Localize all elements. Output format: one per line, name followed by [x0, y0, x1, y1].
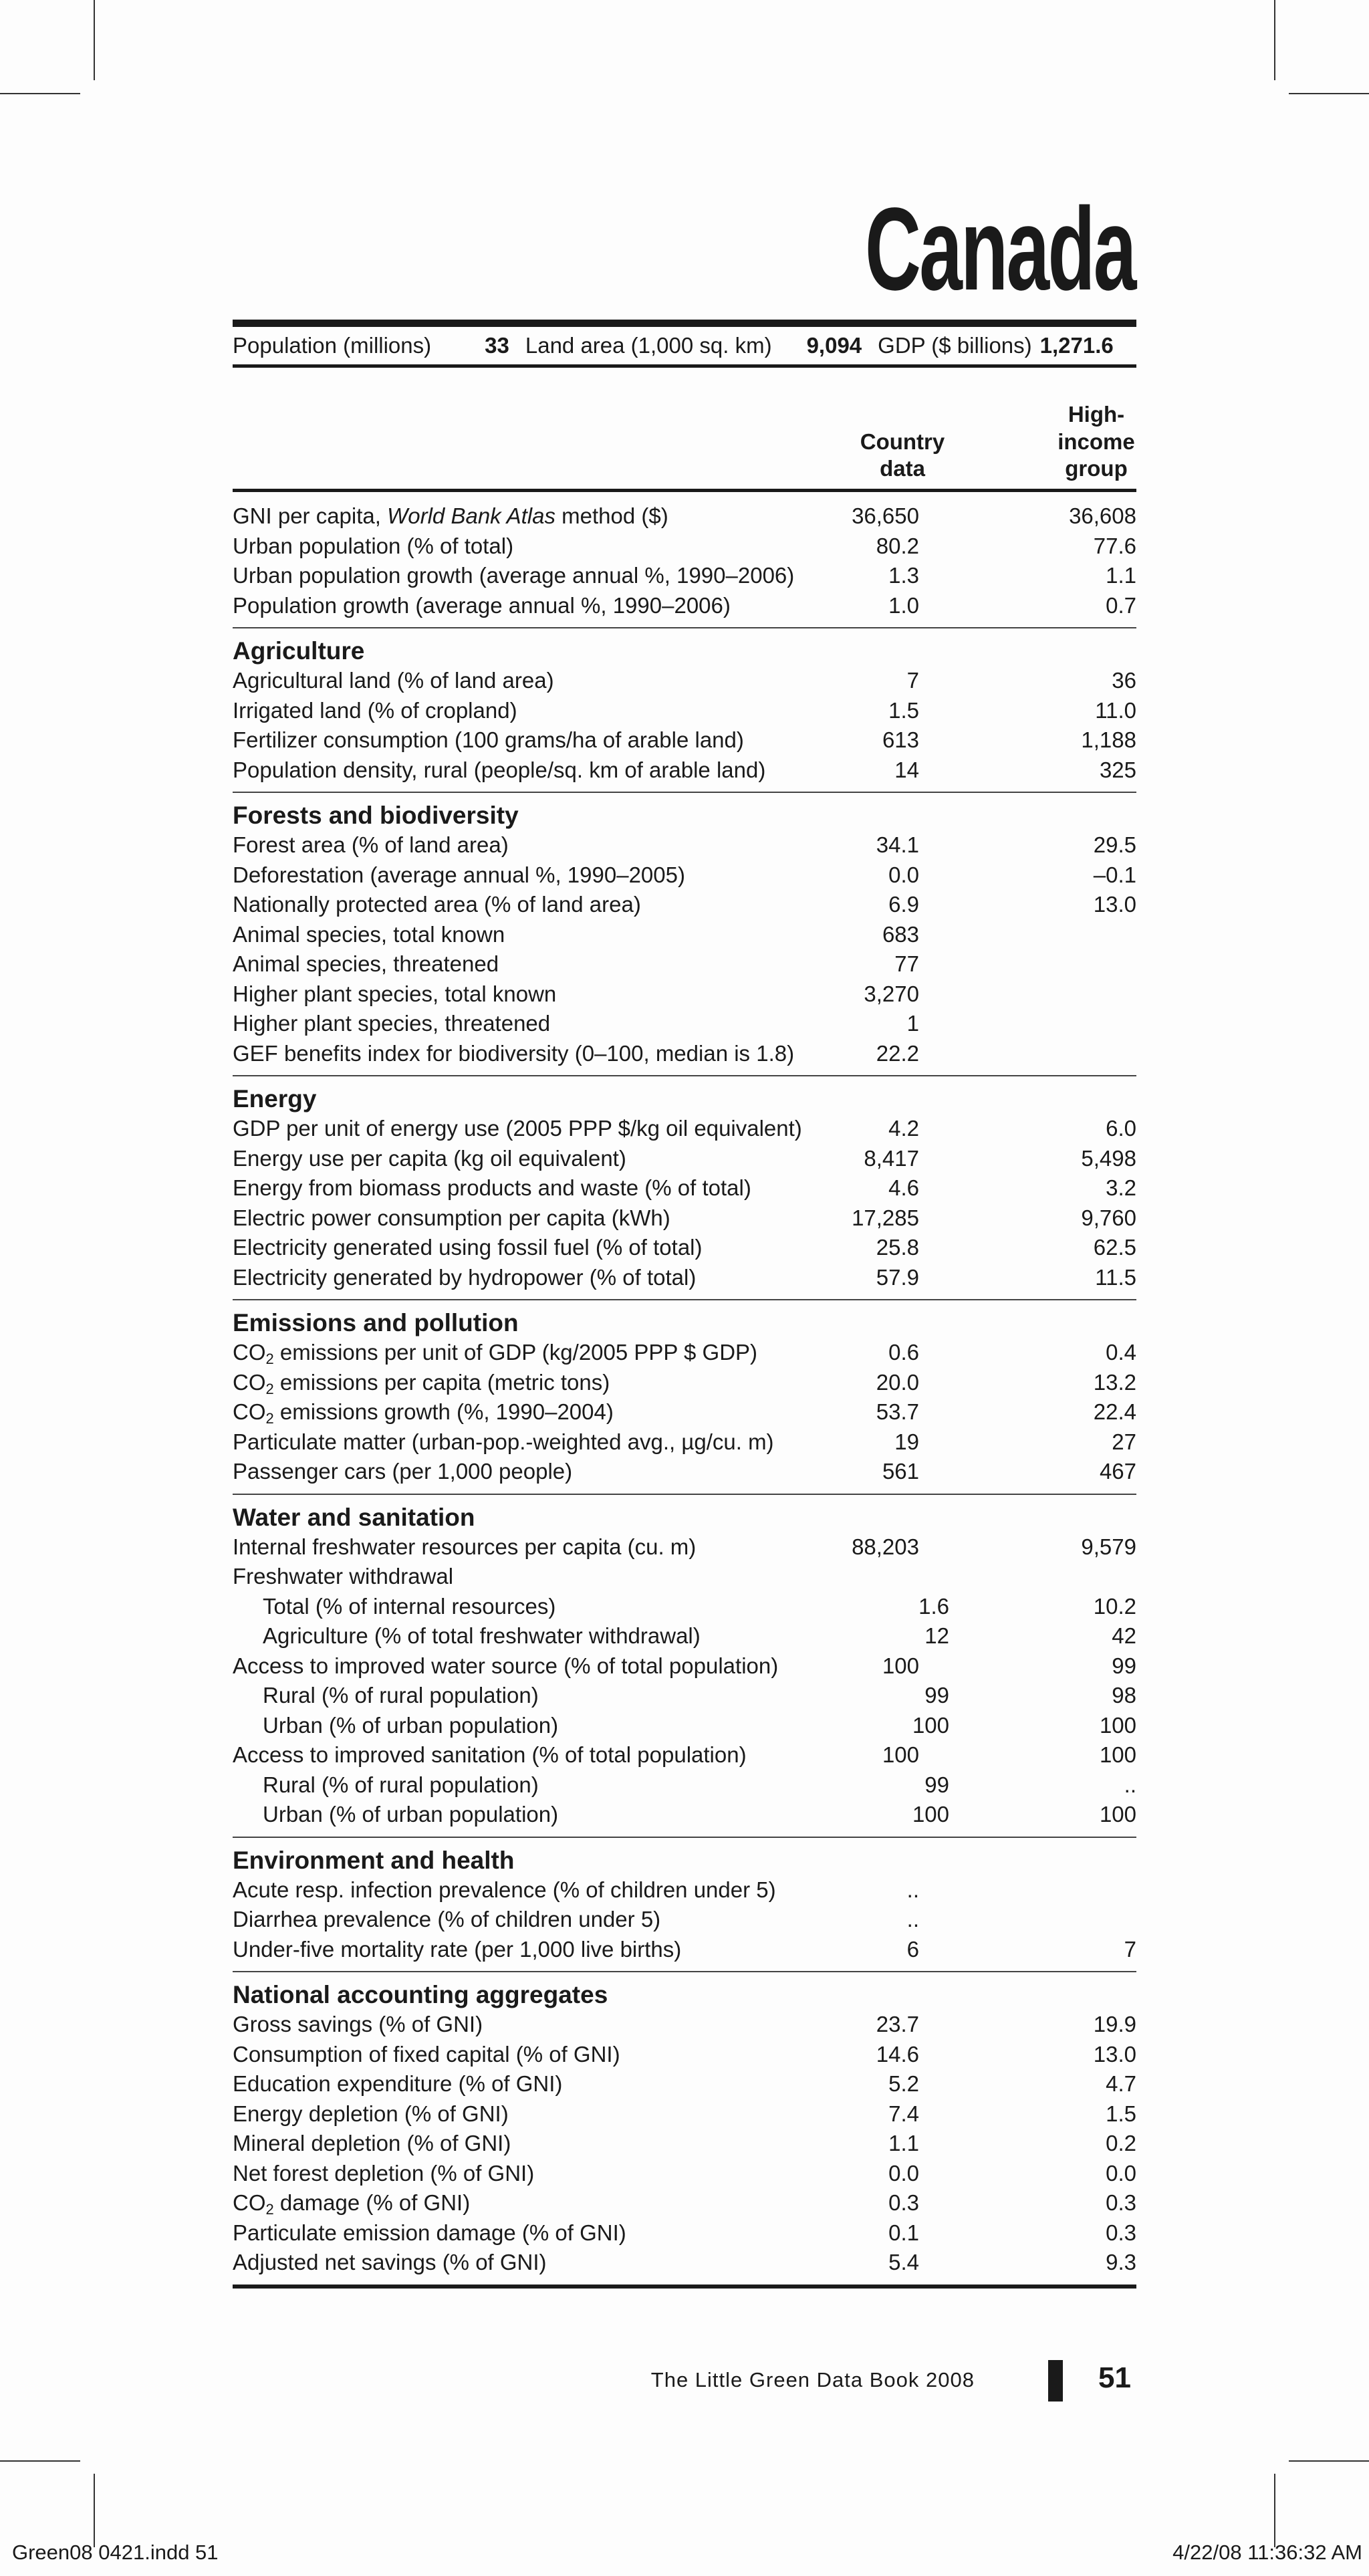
country-value: 34.1	[876, 832, 919, 857]
group-value: –0.1	[1093, 862, 1136, 887]
table-section	[233, 1838, 1136, 1973]
crop-mark	[1274, 0, 1275, 80]
header-line: data	[880, 455, 925, 481]
slug-filename: Green08 0421.indd 51	[12, 2541, 219, 2564]
country-value: 100	[912, 1712, 949, 1738]
group-value	[919, 1562, 1136, 1592]
group-value: 11.0	[1095, 697, 1136, 723]
row-label: Rural (% of rural population)	[263, 1683, 539, 1708]
section-title: Agriculture	[233, 637, 365, 665]
table-row: Energy use per capita (kg oil equivalent) 8,417 5,498	[233, 1144, 1136, 1174]
table-row: Particulate matter (urban-pop.-weighted avg., µg/cu. m) 19 27	[233, 1427, 1136, 1457]
table-section	[233, 492, 1136, 628]
table-row: GDP per unit of energy use (2005 PPP $/kg oil equivalent) 4.2 6.0	[233, 1114, 1136, 1144]
table-row: Education expenditure (% of GNI) 5.2 4.7	[233, 2069, 1136, 2099]
country-value: 561	[882, 1459, 919, 1484]
table-row: Population growth (average annual %, 1990–2006) 1.0 0.7	[233, 591, 1136, 621]
section-title: Forests and biodiversity	[233, 802, 519, 829]
group-value: 0.2	[1106, 2131, 1136, 2155]
land-area-value: 9,094	[806, 333, 862, 358]
country-value: 23.7	[876, 2012, 919, 2036]
table-row: Urban population growth (average annual %, 1990–2006) 1.3 1.1	[233, 561, 1136, 591]
crop-mark	[1274, 2474, 1275, 2547]
group-value: 9,579	[1081, 1534, 1136, 1559]
table-row: Access to improved sanitation (% of total population) 100 100	[233, 1740, 1136, 1770]
country-value: 100	[882, 1653, 919, 1678]
section-title: Environment and health	[233, 1846, 515, 1874]
country-value: 53.7	[876, 1399, 919, 1424]
table-row: GEF benefits index for biodiversity (0–100, median is 1.8) 22.2	[233, 1039, 1136, 1069]
table-row	[233, 1338, 1136, 1368]
population-label: Population (millions)	[233, 333, 432, 358]
country-value: 4.2	[888, 1116, 919, 1141]
country-value: ..	[906, 1907, 919, 1931]
group-value: 6.0	[1106, 1116, 1136, 1141]
crop-mark	[1289, 2460, 1369, 2462]
header-line: High-	[1068, 402, 1125, 427]
country-value: 20.0	[876, 1369, 919, 1395]
country-value: 5.4	[888, 2250, 919, 2274]
country-value: 14	[894, 757, 919, 782]
group-value: ..	[1124, 1772, 1136, 1797]
country-value: 6.9	[888, 892, 919, 917]
group-value: 7	[1124, 1936, 1136, 1962]
table-row	[233, 1711, 1136, 1741]
country-value: 0.6	[888, 1340, 919, 1365]
group-value	[919, 920, 1136, 950]
table-row: Nationally protected area (% of land area) 6.9 13.0	[233, 890, 1136, 920]
table-row: Energy depletion (% of GNI) 7.4 1.5	[233, 2099, 1136, 2129]
group-value: 9.3	[1106, 2250, 1136, 2274]
table-row: Passenger cars (per 1,000 people) 561 467	[233, 1457, 1136, 1487]
co2-text: CO	[233, 1399, 266, 1424]
column-headers	[233, 368, 1136, 492]
country-value: 0.0	[888, 2160, 919, 2186]
table-sections	[233, 492, 1136, 2289]
row-label: Rural (% of rural population)	[263, 1772, 539, 1797]
group-value	[919, 949, 1136, 979]
label-text: emissions growth (%, 1990–2004)	[273, 1399, 614, 1424]
country-value: 77	[894, 951, 919, 976]
group-value: 77.6	[1093, 533, 1136, 558]
group-value: 1.5	[1106, 2101, 1136, 2126]
table-section	[233, 793, 1136, 1076]
country-value: 1	[906, 1011, 919, 1036]
country-value: 36,650	[852, 503, 919, 528]
group-value: 10.2	[1093, 1593, 1136, 1619]
row-label: Total (% of internal resources)	[263, 1593, 556, 1619]
group-value: 9,760	[1081, 1205, 1136, 1230]
country-value: 1.5	[888, 697, 919, 723]
country-value: 1.1	[888, 2131, 919, 2155]
table-row	[233, 2188, 1136, 2218]
country-value: 22.2	[876, 1040, 919, 1066]
table-row: Freshwater withdrawal	[233, 1562, 1136, 1592]
group-value: 1,188	[1081, 727, 1136, 752]
country-value: 19	[894, 1429, 919, 1454]
group-value: 100	[1099, 1742, 1136, 1767]
group-value	[919, 1875, 1136, 1905]
group-value: 467	[1099, 1459, 1136, 1484]
label-text: emissions per capita (metric tons)	[273, 1369, 610, 1395]
country-value: 88,203	[852, 1534, 919, 1559]
table-row: Agricultural land (% of land area) 7 36	[233, 666, 1136, 696]
group-value: 36	[1112, 668, 1136, 693]
group-value: 5,498	[1081, 1145, 1136, 1171]
header-line: income	[1057, 429, 1135, 454]
table-row: Energy from biomass products and waste (% of total) 4.6 3.2	[233, 1173, 1136, 1203]
country-value: 99	[924, 1772, 949, 1797]
table-row: Forest area (% of land area) 34.1 29.5	[233, 830, 1136, 860]
gdp-label: GDP ($ billions)	[878, 333, 1032, 358]
crop-mark	[0, 93, 80, 94]
table-row: Acute resp. infection prevalence (% of children under 5) ..	[233, 1875, 1136, 1905]
table-row	[233, 1770, 1136, 1800]
country-value: 1.0	[888, 592, 919, 618]
row-label: Agriculture (% of total freshwater withdrawal)	[263, 1623, 701, 1648]
table-row: Mineral depletion (% of GNI) 1.1 0.2	[233, 2129, 1136, 2159]
group-value: 0.3	[1106, 2190, 1136, 2215]
footer-bar	[1048, 2360, 1063, 2402]
group-value: 0.3	[1106, 2220, 1136, 2245]
section-title: Water and sanitation	[233, 1503, 475, 1531]
group-value: 98	[1112, 1683, 1136, 1708]
table-row: Electricity generated by hydropower (% of total) 57.9 11.5	[233, 1263, 1136, 1293]
crop-mark	[94, 0, 95, 80]
country-data-header	[836, 429, 969, 483]
table-row: Consumption of fixed capital (% of GNI) 14.6 13.0	[233, 2040, 1136, 2070]
table-row: Animal species, total known 683	[233, 920, 1136, 950]
group-value: 42	[1112, 1623, 1136, 1648]
country-value: 8,417	[864, 1145, 919, 1171]
co2-subscript: 2	[265, 1410, 274, 1427]
table-section	[233, 1300, 1136, 1495]
table-row: Internal freshwater resources per capita (cu. m) 88,203 9,579	[233, 1532, 1136, 1562]
section-title: National accounting aggregates	[233, 1981, 608, 2008]
top-rule	[233, 320, 1136, 327]
table-row	[233, 1621, 1136, 1651]
co2-text: CO	[233, 1369, 266, 1395]
section-title: Emissions and pollution	[233, 1309, 519, 1336]
group-value: 29.5	[1093, 832, 1136, 857]
co2-subscript: 2	[265, 1351, 274, 1367]
table-row: Diarrhea prevalence (% of children under 5) ..	[233, 1905, 1136, 1935]
group-value: 3.2	[1106, 1175, 1136, 1200]
country-value: 14.6	[876, 2041, 919, 2067]
group-value: 62.5	[1093, 1235, 1136, 1260]
label-text: damage (% of GNI)	[273, 2190, 471, 2215]
table-row	[233, 1397, 1136, 1427]
country-value: 683	[882, 921, 919, 947]
co2-subscript: 2	[265, 1380, 274, 1397]
group-value: 36,608	[1069, 503, 1136, 528]
group-value: 1.1	[1106, 563, 1136, 588]
table-row: Under-five mortality rate (per 1,000 live births) 6 7	[233, 1935, 1136, 1965]
table-row: Urban population (% of total) 80.2 77.6	[233, 532, 1136, 562]
print-slug	[0, 2541, 1369, 2567]
book-title: The Little Green Data Book 2008	[650, 2368, 975, 2391]
label-text: emissions per unit of GDP (kg/2005 PPP $ GDP)	[273, 1340, 758, 1365]
country-value: 7	[906, 668, 919, 693]
table-row: Deforestation (average annual %, 1990–2005) 0.0 –0.1	[233, 860, 1136, 891]
co2-subscript: 2	[265, 2201, 274, 2218]
group-value	[919, 1039, 1136, 1069]
group-value: 100	[1099, 1802, 1136, 1827]
country-value: 7.4	[888, 2101, 919, 2126]
country-value: 4.6	[888, 1175, 919, 1200]
crop-mark	[1289, 93, 1369, 94]
country-value: 99	[924, 1683, 949, 1708]
label-text: GNI per capita,	[233, 503, 388, 528]
country-value: 6	[906, 1936, 919, 1962]
table-row: Particulate emission damage (% of GNI) 0.1 0.3	[233, 2218, 1136, 2248]
group-value: 0.4	[1106, 1340, 1136, 1365]
group-value	[919, 1905, 1136, 1935]
crop-mark	[0, 2460, 80, 2462]
table-row: Gross savings (% of GNI) 23.7 19.9	[233, 2010, 1136, 2040]
section-title: Energy	[233, 1085, 317, 1113]
country-value: 17,285	[852, 1205, 919, 1230]
table-section	[233, 1495, 1136, 1838]
group-value: 19.9	[1093, 2012, 1136, 2036]
co2-text: CO	[233, 2190, 266, 2215]
country-value: 0.3	[888, 2190, 919, 2215]
country-value: 0.0	[888, 862, 919, 887]
group-value: 13.2	[1093, 1369, 1136, 1395]
country-value: 100	[912, 1802, 949, 1827]
country-value: 613	[882, 727, 919, 752]
country-value: 1.6	[918, 1593, 949, 1619]
high-income-group-header	[1049, 401, 1143, 482]
country-value: 80.2	[876, 533, 919, 558]
table-row: Fertilizer consumption (100 grams/ha of arable land) 613 1,188	[233, 725, 1136, 755]
group-value: 13.0	[1093, 892, 1136, 917]
header-line: group	[1065, 455, 1128, 481]
country-value: 57.9	[876, 1264, 919, 1290]
country-value: 25.8	[876, 1235, 919, 1260]
table-row: Net forest depletion (% of GNI) 0.0 0.0	[233, 2159, 1136, 2189]
land-area-label: Land area (1,000 sq. km)	[525, 333, 772, 358]
slug-timestamp: 4/22/08 11:36:32 AM	[1172, 2541, 1362, 2564]
gdp-value: 1,271.6	[1039, 333, 1114, 358]
table-row: Access to improved water source (% of total population) 100 99	[233, 1651, 1136, 1681]
label-italic: World Bank Atlas	[387, 503, 555, 528]
page-footer	[0, 2360, 1369, 2400]
country-value: 0.1	[888, 2220, 919, 2245]
table-row: Higher plant species, threatened 1	[233, 1009, 1136, 1039]
country-value	[233, 1562, 919, 1592]
group-value: 4.7	[1106, 2071, 1136, 2096]
table-row	[233, 1681, 1136, 1711]
table-row	[233, 1592, 1136, 1622]
table-row: Electricity generated using fossil fuel (% of total) 25.8 62.5	[233, 1233, 1136, 1263]
crop-mark	[94, 2474, 95, 2547]
table-row: Adjusted net savings (% of GNI) 5.4 9.3	[233, 2248, 1136, 2278]
group-value	[919, 979, 1136, 1010]
table-section	[233, 1076, 1136, 1300]
table-section	[233, 1972, 1136, 2289]
population-value: 33	[485, 333, 509, 358]
group-value: 13.0	[1093, 2041, 1136, 2067]
table-row: Higher plant species, total known 3,270	[233, 979, 1136, 1010]
group-value: 0.0	[1106, 2160, 1136, 2186]
group-value: 22.4	[1093, 1399, 1136, 1424]
group-value: 0.7	[1106, 592, 1136, 618]
group-value: 325	[1099, 757, 1136, 782]
page-title: Canada	[865, 184, 1135, 315]
row-label: Urban (% of urban population)	[263, 1712, 559, 1738]
country-value: 12	[924, 1623, 949, 1648]
table-section	[233, 628, 1136, 793]
row-label: Urban (% of urban population)	[263, 1802, 559, 1827]
table-row	[233, 1368, 1136, 1398]
group-value: 100	[1099, 1712, 1136, 1738]
table-row: Irrigated land (% of cropland) 1.5 11.0	[233, 696, 1136, 726]
header-line: Country	[860, 429, 945, 454]
page-number: 51	[1098, 2361, 1131, 2394]
country-value: 1.3	[888, 563, 919, 588]
group-value: 11.5	[1095, 1264, 1136, 1290]
label-text: method ($)	[555, 503, 668, 528]
country-value: ..	[906, 1877, 919, 1902]
table-row: Population density, rural (people/sq. km of arable land) 14 325	[233, 755, 1136, 786]
summary-bar	[233, 327, 1136, 368]
table-row: Animal species, threatened 77	[233, 949, 1136, 979]
co2-text: CO	[233, 1340, 266, 1365]
group-value: 99	[1112, 1653, 1136, 1678]
group-value: 27	[1112, 1429, 1136, 1454]
country-value: 5.2	[888, 2071, 919, 2096]
table-row	[233, 501, 1136, 532]
country-value: 3,270	[864, 981, 919, 1006]
group-value	[919, 1009, 1136, 1039]
table-row: Electric power consumption per capita (kWh) 17,285 9,760	[233, 1203, 1136, 1234]
country-value: 100	[882, 1742, 919, 1767]
table-row	[233, 1800, 1136, 1830]
data-table	[233, 320, 1136, 2289]
